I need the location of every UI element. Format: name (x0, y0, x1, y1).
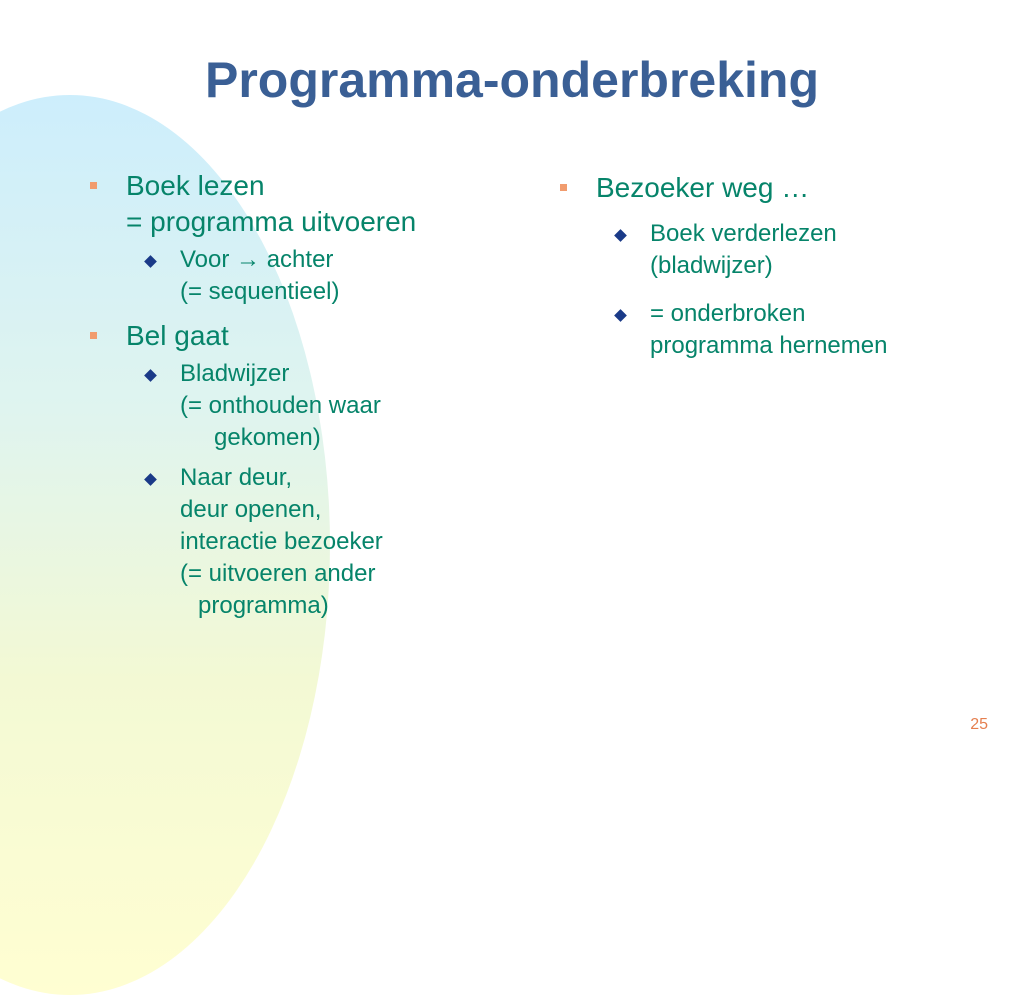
sub-bullet-text: programma) (198, 592, 329, 619)
bullet-item (88, 318, 508, 354)
bullet-text: Boek lezen (126, 170, 265, 201)
sub-bullet-text: (= onthouden waar (180, 392, 381, 419)
sub-bullet-text: Bladwijzer (180, 360, 290, 387)
sub-bullet-item (88, 358, 508, 454)
sub-bullet-text: Voor → achter (180, 246, 334, 273)
sub-bullet-item (558, 298, 978, 362)
bullet-text: Bel gaat (126, 320, 229, 351)
left-column (88, 168, 508, 622)
sub-bullet-text: deur openen, (180, 496, 322, 523)
bullet-text: = programma uitvoeren (126, 206, 417, 237)
sub-bullet-text: gekomen) (214, 424, 321, 451)
sub-bullet-text: (bladwijzer) (650, 252, 773, 279)
diamond-bullet-icon (614, 309, 627, 322)
diamond-bullet-icon (144, 369, 157, 382)
bullet-item (88, 168, 508, 240)
bullet-item (558, 170, 978, 206)
bullet-text: Bezoeker weg … (596, 172, 810, 203)
sub-bullet-text: (= sequentieel) (180, 278, 340, 305)
right-column (558, 170, 978, 362)
diamond-bullet-icon (144, 255, 157, 268)
sub-bullet-text: interactie bezoeker (180, 528, 383, 555)
sub-bullet-text: Naar deur, (180, 464, 293, 491)
sub-bullet-text: Boek verderlezen (650, 220, 837, 247)
slide-title: Programma-onderbreking (204, 52, 819, 108)
page-number: 25 (970, 716, 988, 733)
sub-bullet-item (88, 244, 508, 308)
square-bullet-icon (560, 184, 567, 191)
sub-bullet-text: programma hernemen (650, 332, 888, 359)
sub-bullet-item (558, 218, 978, 282)
diamond-bullet-icon (614, 229, 627, 242)
square-bullet-icon (90, 182, 97, 189)
sub-bullet-text: = onderbroken (650, 300, 806, 327)
sub-bullet-item (88, 462, 508, 622)
square-bullet-icon (90, 332, 97, 339)
sub-bullet-text: (= uitvoeren ander (180, 560, 376, 587)
diamond-bullet-icon (144, 473, 157, 486)
